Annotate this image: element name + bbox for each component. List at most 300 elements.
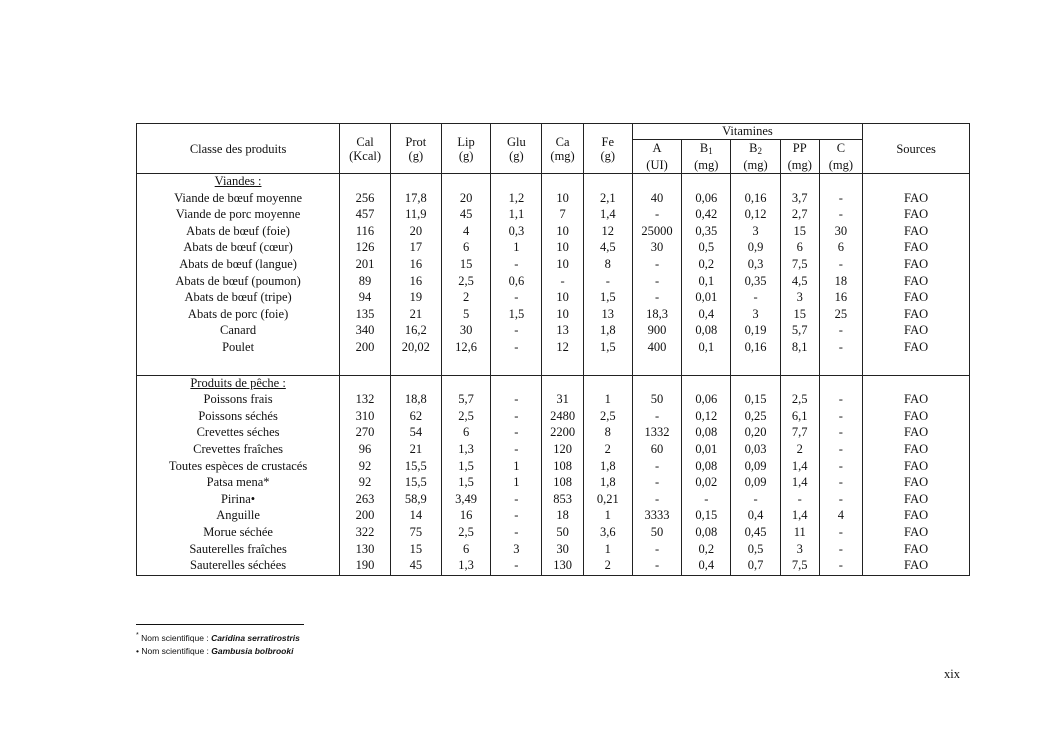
spacer-cell <box>780 575 819 576</box>
value-cell: 94 <box>340 290 391 307</box>
page-number: xix <box>944 667 960 681</box>
header-label: Classe des produits <box>189 141 287 156</box>
value-cell: 18,3 <box>632 307 682 324</box>
table-row <box>137 542 970 559</box>
value-cell: 50 <box>632 392 682 409</box>
gap-cell <box>863 357 970 376</box>
footnote-label: Nom scientifique : <box>141 646 212 656</box>
value-cell: - <box>491 409 542 426</box>
value-cell: 190 <box>340 558 391 575</box>
value-cell: 0,16 <box>731 191 781 208</box>
gap-cell <box>491 357 542 376</box>
value-cell: 340 <box>340 323 391 340</box>
value-cell: 10 <box>542 257 584 274</box>
footnote-label: Nom scientifique : <box>141 632 212 643</box>
value-cell: 1,5 <box>441 475 491 492</box>
value-cell: 0,5 <box>731 542 781 559</box>
header-label: Sources <box>896 141 936 156</box>
empty-cell <box>682 174 731 191</box>
empty-cell <box>731 375 781 392</box>
product-name: Abats de bœuf (poumon) <box>137 274 340 291</box>
value-cell: 1 <box>491 459 542 476</box>
value-cell: 1 <box>491 475 542 492</box>
value-cell: FAO <box>863 442 970 459</box>
value-cell: - <box>819 558 863 575</box>
value-cell: - <box>731 492 781 509</box>
empty-cell <box>632 174 682 191</box>
value-cell: FAO <box>863 425 970 442</box>
spacer-cell <box>583 575 632 576</box>
header-label: C <box>836 141 846 155</box>
header-label: B <box>749 141 758 155</box>
value-cell: 3 <box>780 290 819 307</box>
value-cell: - <box>491 323 542 340</box>
value-cell: 12,6 <box>441 340 491 357</box>
empty-cell <box>632 375 682 392</box>
product-name: Morue séchée <box>137 525 340 542</box>
value-cell: 17 <box>390 240 441 257</box>
value-cell: 20 <box>441 191 491 208</box>
header-col <box>583 124 632 174</box>
empty-cell <box>863 174 970 191</box>
value-cell: 1,4 <box>780 475 819 492</box>
value-cell: 6 <box>441 542 491 559</box>
value-cell: 45 <box>390 558 441 575</box>
value-cell: 50 <box>632 525 682 542</box>
value-cell: 16 <box>390 257 441 274</box>
value-cell: 135 <box>340 307 391 324</box>
value-cell: 16 <box>819 290 863 307</box>
value-cell: 18 <box>819 274 863 291</box>
value-cell: - <box>491 290 542 307</box>
empty-cell <box>780 375 819 392</box>
value-cell: 1 <box>491 240 542 257</box>
value-cell: - <box>632 475 682 492</box>
value-cell: FAO <box>863 323 970 340</box>
spacer-cell <box>731 575 781 576</box>
value-cell: 92 <box>340 475 391 492</box>
value-cell: - <box>632 492 682 509</box>
header-row <box>137 124 970 140</box>
gap-cell <box>137 357 340 376</box>
header-label: B <box>699 141 709 155</box>
table-row <box>137 525 970 542</box>
empty-cell <box>780 174 819 191</box>
value-cell: FAO <box>863 274 970 291</box>
value-cell: 0,35 <box>682 224 731 241</box>
header-col <box>542 124 584 174</box>
value-cell: 0,08 <box>682 425 731 442</box>
value-cell: 0,25 <box>731 409 781 426</box>
header-label: Ca <box>555 134 570 149</box>
value-cell: - <box>491 257 542 274</box>
value-cell: 270 <box>340 425 391 442</box>
value-cell: FAO <box>863 290 970 307</box>
value-cell: 96 <box>340 442 391 459</box>
value-cell: 8,1 <box>780 340 819 357</box>
header-vit-col <box>780 139 819 173</box>
table-row <box>137 508 970 525</box>
value-cell: 75 <box>390 525 441 542</box>
footnote-mark: • <box>136 646 139 656</box>
value-cell: 2,1 <box>583 191 632 208</box>
value-cell: - <box>632 542 682 559</box>
value-cell: 6 <box>780 240 819 257</box>
gap-cell <box>441 357 491 376</box>
table-row <box>137 425 970 442</box>
header-label: Glu <box>507 134 526 149</box>
value-cell: 1,3 <box>441 442 491 459</box>
value-cell: 8 <box>583 257 632 274</box>
value-cell: FAO <box>863 459 970 476</box>
footnote-mark: * <box>136 631 139 639</box>
value-cell: 3333 <box>632 508 682 525</box>
value-cell: 45 <box>441 207 491 224</box>
product-name: Abats de porc (foie) <box>137 307 340 324</box>
value-cell: 0,09 <box>731 475 781 492</box>
value-cell: 1 <box>583 542 632 559</box>
value-cell: 58,9 <box>390 492 441 509</box>
value-cell: 263 <box>340 492 391 509</box>
header-vit-col <box>819 139 863 173</box>
value-cell: 0,01 <box>682 290 731 307</box>
value-cell: 7,5 <box>780 257 819 274</box>
value-cell: 30 <box>542 542 584 559</box>
value-cell: 16 <box>390 274 441 291</box>
value-cell: 19 <box>390 290 441 307</box>
value-cell: 1,5 <box>441 459 491 476</box>
value-cell: 40 <box>632 191 682 208</box>
empty-cell <box>583 375 632 392</box>
value-cell: 31 <box>542 392 584 409</box>
value-cell: 15 <box>441 257 491 274</box>
value-cell: 0,9 <box>731 240 781 257</box>
value-cell: FAO <box>863 492 970 509</box>
value-cell: 30 <box>441 323 491 340</box>
header-vit-col <box>731 139 781 173</box>
product-name: Abats de bœuf (cœur) <box>137 240 340 257</box>
gap-cell <box>780 357 819 376</box>
value-cell: 200 <box>340 340 391 357</box>
value-cell: 10 <box>542 224 584 241</box>
empty-cell <box>682 375 731 392</box>
value-cell: 2480 <box>542 409 584 426</box>
table-row <box>137 409 970 426</box>
header-unit: (mg) <box>828 158 854 172</box>
spacer-cell <box>542 575 584 576</box>
spacer-cell <box>441 575 491 576</box>
empty-cell <box>340 174 391 191</box>
header-unit: (mg) <box>694 158 719 172</box>
value-cell: FAO <box>863 224 970 241</box>
value-cell: 13 <box>542 323 584 340</box>
product-name: Poulet <box>137 340 340 357</box>
value-cell: - <box>819 207 863 224</box>
product-name: Crevettes séches <box>137 425 340 442</box>
value-cell: 2,5 <box>441 274 491 291</box>
value-cell: - <box>819 542 863 559</box>
value-cell: 1,4 <box>780 459 819 476</box>
empty-cell <box>819 174 863 191</box>
value-cell: 6 <box>441 240 491 257</box>
value-cell: FAO <box>863 475 970 492</box>
product-name: Viande de bœuf moyenne <box>137 191 340 208</box>
header-col <box>390 124 441 174</box>
value-cell: 1,8 <box>583 323 632 340</box>
value-cell: 7 <box>542 207 584 224</box>
gap-cell <box>632 357 682 376</box>
value-cell: 1,1 <box>491 207 542 224</box>
value-cell: 0,42 <box>682 207 731 224</box>
header-col <box>441 124 491 174</box>
empty-cell <box>583 174 632 191</box>
header-unit: (UI) <box>646 158 668 172</box>
value-cell: - <box>542 274 584 291</box>
value-cell: 5 <box>441 307 491 324</box>
table-row <box>137 240 970 257</box>
value-cell: 15 <box>390 542 441 559</box>
value-cell: 0,5 <box>682 240 731 257</box>
product-name: Anguille <box>137 508 340 525</box>
value-cell: 0,08 <box>682 525 731 542</box>
gap-cell <box>819 357 863 376</box>
value-cell: FAO <box>863 191 970 208</box>
product-name: Abats de bœuf (langue) <box>137 257 340 274</box>
value-cell: FAO <box>863 207 970 224</box>
value-cell: 3 <box>780 542 819 559</box>
value-cell: 2 <box>441 290 491 307</box>
value-cell: 256 <box>340 191 391 208</box>
value-cell: 16 <box>441 508 491 525</box>
header-unit: (g) <box>458 148 474 163</box>
value-cell: - <box>819 392 863 409</box>
value-cell: - <box>819 425 863 442</box>
value-cell: 0,6 <box>491 274 542 291</box>
value-cell: 108 <box>542 459 584 476</box>
product-name: Toutes espèces de crustacés <box>137 459 340 476</box>
value-cell: 25 <box>819 307 863 324</box>
value-cell: 0,35 <box>731 274 781 291</box>
value-cell: 116 <box>340 224 391 241</box>
product-name: Viande de porc moyenne <box>137 207 340 224</box>
value-cell: - <box>491 442 542 459</box>
value-cell: 10 <box>542 290 584 307</box>
header-label: A <box>652 141 662 155</box>
value-cell: 0,1 <box>682 340 731 357</box>
bottom-spacer <box>137 575 970 576</box>
value-cell: 310 <box>340 409 391 426</box>
value-cell: 4,5 <box>780 274 819 291</box>
value-cell: 0,16 <box>731 340 781 357</box>
table-row <box>137 442 970 459</box>
header-unit: (g) <box>600 148 616 163</box>
spacer-cell <box>863 575 970 576</box>
table-row <box>137 475 970 492</box>
value-cell: 30 <box>819 224 863 241</box>
value-cell: - <box>819 492 863 509</box>
product-name: Crevettes fraîches <box>137 442 340 459</box>
value-cell: - <box>632 257 682 274</box>
value-cell: 1,2 <box>491 191 542 208</box>
section-title-text: Produits de pêche : <box>190 375 286 390</box>
value-cell: 13 <box>583 307 632 324</box>
value-cell: 201 <box>340 257 391 274</box>
table-row <box>137 307 970 324</box>
table-row <box>137 340 970 357</box>
product-name: Canard <box>137 323 340 340</box>
value-cell: 108 <box>542 475 584 492</box>
empty-cell <box>441 375 491 392</box>
value-cell: - <box>819 409 863 426</box>
value-cell: 0,3 <box>491 224 542 241</box>
value-cell: 92 <box>340 459 391 476</box>
value-cell: 120 <box>542 442 584 459</box>
header-label: Lip <box>457 134 475 149</box>
value-cell: - <box>819 442 863 459</box>
value-cell: 130 <box>542 558 584 575</box>
product-name: Poissons frais <box>137 392 340 409</box>
value-cell: 20 <box>390 224 441 241</box>
value-cell: - <box>632 274 682 291</box>
value-cell: 25000 <box>632 224 682 241</box>
value-cell: 0,21 <box>583 492 632 509</box>
value-cell: 126 <box>340 240 391 257</box>
empty-cell <box>542 375 584 392</box>
header-unit: (mg) <box>550 148 575 163</box>
gap-cell <box>390 357 441 376</box>
value-cell: 2,5 <box>583 409 632 426</box>
value-cell: 3 <box>491 542 542 559</box>
empty-cell <box>863 375 970 392</box>
value-cell: 7,7 <box>780 425 819 442</box>
header-sub: 1 <box>708 146 713 156</box>
value-cell: 4,5 <box>583 240 632 257</box>
value-cell: FAO <box>863 508 970 525</box>
value-cell: - <box>819 257 863 274</box>
gap-cell <box>542 357 584 376</box>
value-cell: FAO <box>863 409 970 426</box>
empty-cell <box>542 174 584 191</box>
value-cell: 2 <box>583 558 632 575</box>
header-vit-col <box>682 139 731 173</box>
footnote-species: Caridina serratirostris <box>211 632 300 643</box>
value-cell: 2 <box>780 442 819 459</box>
value-cell: 16,2 <box>390 323 441 340</box>
value-cell: 2,5 <box>780 392 819 409</box>
value-cell: 0,20 <box>731 425 781 442</box>
value-cell: 1 <box>583 508 632 525</box>
value-cell: 132 <box>340 392 391 409</box>
value-cell: - <box>491 492 542 509</box>
value-cell: 3 <box>731 224 781 241</box>
value-cell: 1,8 <box>583 475 632 492</box>
product-name: Abats de bœuf (tripe) <box>137 290 340 307</box>
value-cell: 6 <box>819 240 863 257</box>
spacer-cell <box>491 575 542 576</box>
section-gap <box>137 357 970 376</box>
nutrition-table <box>136 123 970 576</box>
value-cell: 2,5 <box>441 409 491 426</box>
value-cell: 0,2 <box>682 257 731 274</box>
header-label: Prot <box>405 134 427 149</box>
header-col <box>340 124 391 174</box>
value-cell: - <box>583 274 632 291</box>
footnote-2 <box>136 646 293 656</box>
value-cell: 18,8 <box>390 392 441 409</box>
empty-cell <box>441 174 491 191</box>
value-cell: - <box>632 290 682 307</box>
header-unit: (mg) <box>743 158 768 172</box>
header-label: PP <box>792 141 807 155</box>
footnote-species: Gambusia bolbrooki <box>211 646 294 656</box>
value-cell: 30 <box>632 240 682 257</box>
value-cell: 11 <box>780 525 819 542</box>
value-cell: 457 <box>340 207 391 224</box>
value-cell: 0,3 <box>731 257 781 274</box>
gap-cell <box>682 357 731 376</box>
value-cell: 0,4 <box>682 558 731 575</box>
header-sources <box>863 124 970 174</box>
value-cell: - <box>632 459 682 476</box>
value-cell: 2,5 <box>441 525 491 542</box>
value-cell: 0,08 <box>682 323 731 340</box>
value-cell: 62 <box>390 409 441 426</box>
value-cell: 0,19 <box>731 323 781 340</box>
value-cell: 3,6 <box>583 525 632 542</box>
product-name: Abats de bœuf (foie) <box>137 224 340 241</box>
value-cell: 1332 <box>632 425 682 442</box>
value-cell: FAO <box>863 542 970 559</box>
header-classe <box>137 124 340 174</box>
value-cell: - <box>491 340 542 357</box>
value-cell: 11,9 <box>390 207 441 224</box>
value-cell: 3 <box>731 307 781 324</box>
table-row <box>137 191 970 208</box>
value-cell: 12 <box>583 224 632 241</box>
value-cell: 12 <box>542 340 584 357</box>
value-cell: 1,5 <box>583 340 632 357</box>
table-row <box>137 207 970 224</box>
value-cell: - <box>819 191 863 208</box>
product-name: Poissons séchés <box>137 409 340 426</box>
value-cell: 1,5 <box>583 290 632 307</box>
empty-cell <box>731 174 781 191</box>
value-cell: 4 <box>441 224 491 241</box>
value-cell: 6 <box>441 425 491 442</box>
value-cell: 1,8 <box>583 459 632 476</box>
value-cell: 0,15 <box>682 508 731 525</box>
value-cell: 0,06 <box>682 392 731 409</box>
header-label: Fe <box>601 134 615 149</box>
value-cell: 853 <box>542 492 584 509</box>
value-cell: 0,03 <box>731 442 781 459</box>
value-cell: - <box>819 340 863 357</box>
section-title-row <box>137 375 970 392</box>
value-cell: 400 <box>632 340 682 357</box>
value-cell: 0,01 <box>682 442 731 459</box>
spacer-cell <box>819 575 863 576</box>
value-cell: - <box>491 508 542 525</box>
value-cell: 5,7 <box>441 392 491 409</box>
spacer-cell <box>340 575 391 576</box>
value-cell: - <box>819 525 863 542</box>
value-cell: 1,5 <box>491 307 542 324</box>
value-cell: 0,2 <box>682 542 731 559</box>
empty-cell <box>390 174 441 191</box>
value-cell: FAO <box>863 257 970 274</box>
table-row <box>137 323 970 340</box>
header-label: Cal <box>356 134 374 149</box>
